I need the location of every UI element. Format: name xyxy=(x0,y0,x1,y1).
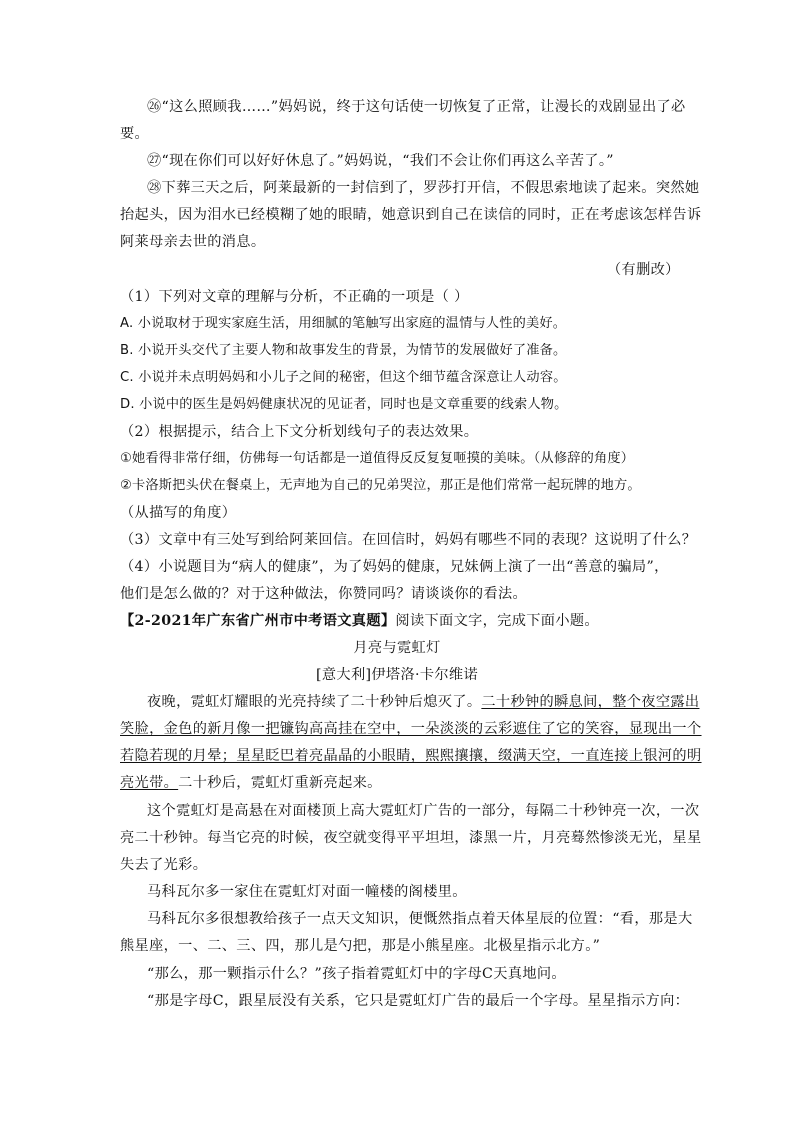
paragraph-27: ㉗“现在你们可以好好休息了。”妈妈说，“我们不会让你们再这么辛苦了。” xyxy=(147,153,614,169)
question-1: （1）下列对文章的理解与分析，不正确的一项是（ ） xyxy=(120,289,469,305)
section-heading xyxy=(120,611,599,631)
paragraph-28-line-3: 阿莱母亲去世的消息。 xyxy=(120,234,266,250)
section-instruction: 阅读下面文字，完成下面小题。 xyxy=(395,613,599,629)
option-a: A. 小说取材于现实家庭生活，用细腻的笔触写出家庭的温情与人性的美好。 xyxy=(120,316,567,331)
paragraph-28-line-2: 抬起头，因为泪水已经模糊了她的眼睛，她意识到自己在读信的同时，正在考虑该怎样告诉 xyxy=(120,207,702,223)
underlined-sentence-end: 亮光带。 xyxy=(120,775,179,791)
question-4-line-2: 他们是怎么做的？对于这种做法，你赞同吗？请谈谈你的看法。 xyxy=(120,586,528,602)
story-p6: “那是字母C，跟星辰没有关系，它只是霓虹灯广告的最后一个字母。星星指示方向： xyxy=(147,993,690,1009)
story-p2-line-2: 亮二十秒钟。每当它亮的时候，夜空就变得平平坦坦，漆黑一片，月亮蓦然惨淡无光，星星 xyxy=(120,830,702,846)
story-p3: 马科瓦尔多一家住在霓虹灯对面一幢楼的阁楼里。 xyxy=(147,884,467,900)
story-p1-line-2: 笑脸，金色的新月像一把镰钩高高挂在空中，一朵淡淡的云彩遮住了它的笑容，显现出一个 xyxy=(120,721,702,737)
paragraph-28-line-1: ㉘下葬三天之后，阿莱最新的一封信到了，罗莎打开信，不假思索地读了起来。突然她 xyxy=(147,180,700,196)
story-p4-line-2: 熊星座，一、二、三、四，那儿是勺把，那是小熊星座。北极星指示北方。” xyxy=(120,938,601,954)
option-b: B. 小说开头交代了主要人物和故事发生的背景，为情节的发展做好了准备。 xyxy=(120,343,567,358)
section-label: 【2-2021年广东省广州市中考语文真题】 xyxy=(120,613,396,629)
story-p2-line-1: 这个霓虹灯是高悬在对面楼顶上高大霓虹灯广告的一部分，每隔二十秒钟亮一次，一次 xyxy=(147,803,700,819)
story-p1-line-4 xyxy=(120,773,382,793)
option-c: C. 小说并未点明妈妈和小儿子之间的秘密，但这个细节蕴含深意让人动容。 xyxy=(120,370,567,385)
underlined-sentence-start: 二十秒钟的瞬息间，整个夜空露出 xyxy=(481,694,700,710)
question-2-item-2-hint: （从描写的角度） xyxy=(120,505,237,521)
story-p1-plain-end: 二十秒后，霓虹灯重新亮起来。 xyxy=(178,775,382,791)
story-p4-line-1: 马科瓦尔多很想教给孩子一点天文知识，便慨然指点着天体星辰的位置：“看，那是大 xyxy=(147,911,693,927)
story-p1-line-3: 若隐若现的月晕；星星眨巴着亮晶晶的小眼睛，熙熙攘攘，缀满天空，一直连接上银河的明 xyxy=(120,748,702,764)
paragraph-26-line-2: 要。 xyxy=(120,126,150,142)
source-note: （有删改） xyxy=(607,262,680,278)
question-2-item-2: ②卡洛斯把头伏在餐桌上，无声地为自己的兄弟哭泣，那正是他们常常一起玩牌的地方。 xyxy=(120,478,641,493)
option-d: D. 小说中的医生是妈妈健康状况的见证者，同时也是文章重要的线索人物。 xyxy=(120,397,568,412)
story-author: [意大利]伊塔洛·卡尔维诺 xyxy=(315,667,478,683)
question-2: （2）根据提示，结合上下文分析划线句子的表达效果。 xyxy=(120,424,479,440)
story-p2-line-3: 失去了光彩。 xyxy=(120,857,208,873)
story-title: 月亮与霓虹灯 xyxy=(353,640,441,656)
story-p1-line-1 xyxy=(147,692,699,712)
story-p1-plain-start: 夜晚，霓虹灯耀眼的光亮持续了二十秒钟后熄灭了。 xyxy=(147,694,482,710)
question-2-item-1: ①她看得非常仔细，仿佛每一句话都是一道值得反反复复咂摸的美味。（从修辞的角度） xyxy=(120,451,635,466)
question-3: （3）文章中有三处写到给阿莱回信。在回信时，妈妈有哪些不同的表现？这说明了什么？ xyxy=(120,532,697,548)
question-4-line-1: （4）小说题目为“病人的健康”，为了妈妈的健康，兄妹俩上演了一出“善意的骗局”， xyxy=(120,559,669,575)
paragraph-26-line-1: ㉖“这么照顾我……”妈妈说，终于这句话使一切恢复了正常，让漫长的戏剧显出了必 xyxy=(147,99,686,115)
story-p5: “那么，那一颗指示什么？”孩子指着霓虹灯中的字母C天真地问。 xyxy=(147,966,566,982)
